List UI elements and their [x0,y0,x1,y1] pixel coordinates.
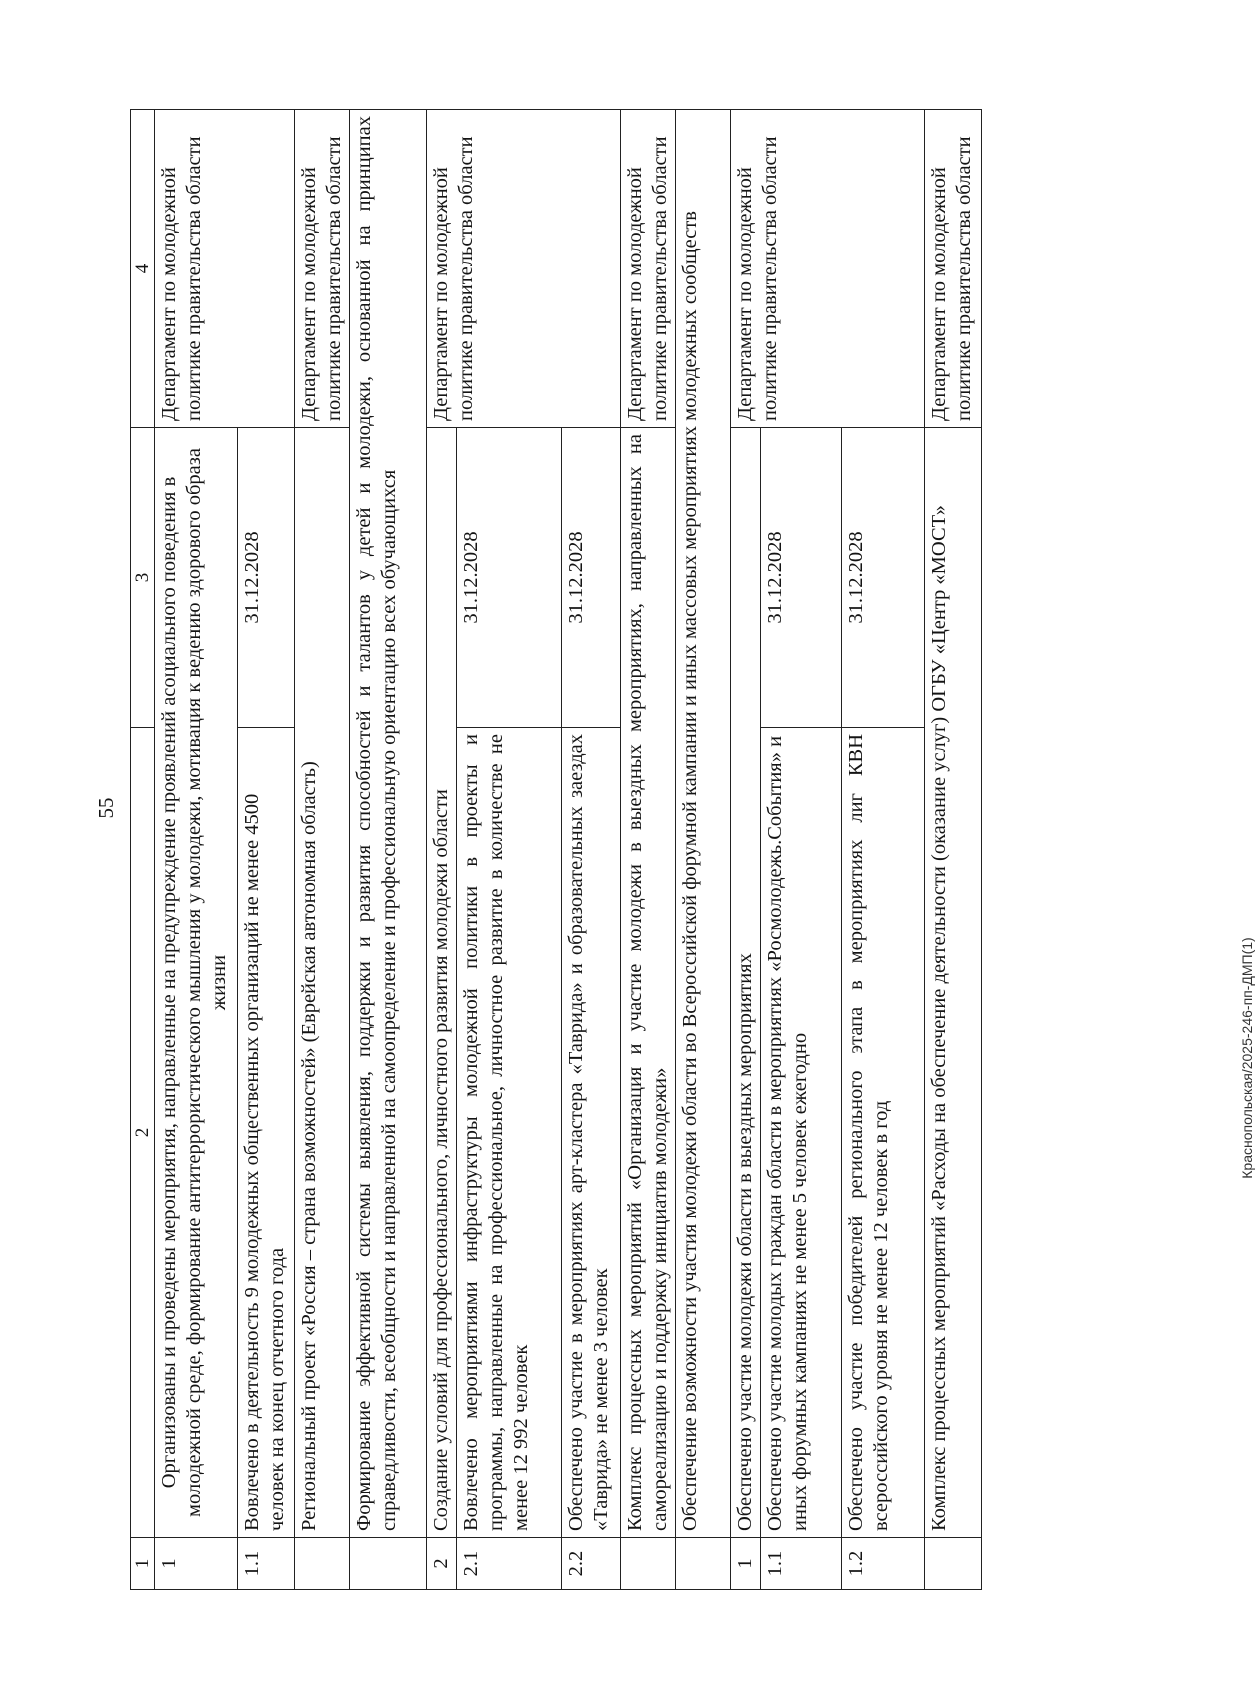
row-number: 1 [155,1538,238,1590]
row-text: Региональный проект «Россия – страна возможностей» (Еврейская автономная область) [295,428,350,1538]
row-text: Обеспечено участие молодых граждан области в мероприятиях «Росмолодежь.События» и иных форумных кампаниях не менее 5 человек ежегодно [761,728,842,1538]
table-row [155,110,238,1590]
row-date: 31.12.2028 [761,428,842,728]
header-cell: 1 [131,1538,155,1590]
row-responsible: Департамент по молодежной политике правительства области [621,110,676,428]
header-cell: 4 [131,110,155,428]
rotated-table-wrapper [130,110,1040,1590]
row-text: Формирование эффективной системы выявления, поддержки и развития способностей и талантов у детей и молодежи, основанной на принципах справедливости, всеобщности и направленной на самоопределение и профессиональную ориентацию всех обучающихся [350,110,427,1538]
table-row [925,110,982,1590]
row-responsible: Департамент по молодежной политике правительства области [295,110,350,428]
row-responsible: Департамент по молодежной политике правительства области [731,110,925,428]
row-number [676,1538,731,1590]
row-number [621,1538,676,1590]
table-row [350,110,427,1590]
table-row [621,110,676,1590]
document-footer: Краснопольская/2025-246-пп-ДМП(1) [1239,937,1255,1179]
row-responsible: Департамент по молодежной политике правительства области [427,110,621,428]
header-row [131,110,155,1590]
row-number: 1 [731,1538,761,1590]
row-number [925,1538,982,1590]
row-number: 2 [427,1538,457,1590]
table-row [295,110,350,1590]
table-row [731,110,761,1590]
header-cell: 3 [131,428,155,728]
row-text: Комплекс процессных мероприятий «Расходы на обеспечение деятельности (оказание услуг) ОГБУ «Центр «МОСТ» [925,428,982,1538]
header-cell: 2 [131,728,155,1538]
page-number: 55 [94,797,118,819]
row-text: Обеспечено участие молодежи области в выездных мероприятиях [731,428,761,1538]
row-number: 1.2 [842,1538,925,1590]
table-row [676,110,731,1590]
plan-table [130,109,982,1590]
table-row [427,110,457,1590]
row-text: Обеспечено участие в мероприятиях арт-кластера «Таврида» и образовательных заездах «Таврида» не менее 3 человек [562,728,621,1538]
row-text: Обеспечение возможности участия молодежи области во Всероссийской форумной кампании и иных массовых мероприятиях молодежных сообществ [676,110,731,1538]
row-responsible: Департамент по молодежной политике правительства области [925,110,982,428]
row-number: 1.1 [238,1538,295,1590]
row-number: 2.2 [562,1538,621,1590]
row-date: 31.12.2028 [562,428,621,728]
row-text: Создание условий для профессионального, личностного развития молодежи области [427,428,457,1538]
row-text: Организованы и проведены мероприятия, направленные на предупреждение проявлений асоциального поведения в молодежной среде, формирование антитеррористического мышления у молодежи, мотивация к ведению здорового образа жизни [155,428,238,1538]
row-text: Обеспечено участие победителей регионального этапа в мероприятиях лиг КВН всероссийского уровня не менее 12 человек в год [842,728,925,1538]
row-text: Комплекс процессных мероприятий «Организация и участие молодежи в выездных мероприятиях, направленных на самореализацию и поддержку инициатив молодежи» [621,428,676,1538]
row-text: Вовлечено мероприятиями инфраструктуры молодежной политики в проекты и программы, направленные на профессиональное, личностное развитие в количестве не менее 12 992 человек [457,728,562,1538]
row-text: Вовлечено в деятельность 9 молодежных общественных организаций не менее 4500 человек на конец отчетного года [238,728,295,1538]
row-number: 1.1 [761,1538,842,1590]
row-number: 2.1 [457,1538,562,1590]
row-number [295,1538,350,1590]
row-date: 31.12.2028 [457,428,562,728]
row-date: 31.12.2028 [842,428,925,728]
row-number [350,1538,427,1590]
row-responsible: Департамент по молодежной политике правительства области [155,110,295,428]
row-date: 31.12.2028 [238,428,295,728]
